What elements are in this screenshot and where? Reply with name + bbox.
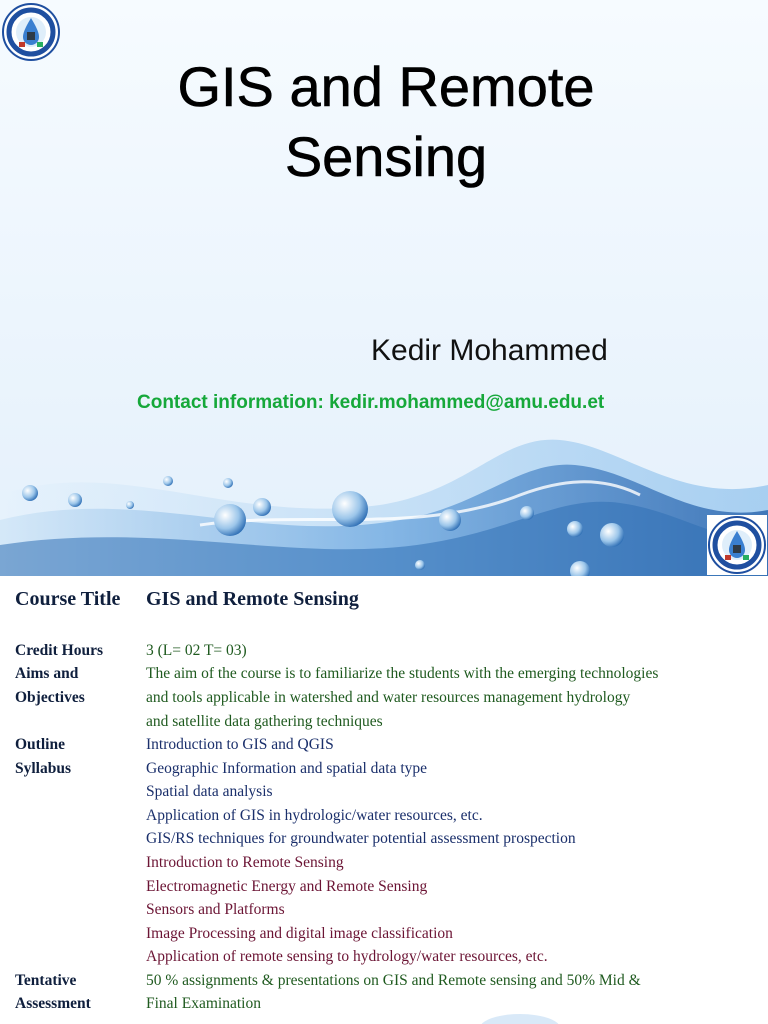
outline-label: Outline — [15, 736, 65, 753]
aims-line: and satellite data gathering techniques — [146, 713, 383, 730]
outline-item: Spatial data analysis — [146, 783, 273, 800]
aims-label-2: Objectives — [15, 689, 85, 706]
slide-title: GIS and Remote Sensing — [177, 55, 595, 188]
university-logo-small-icon — [707, 515, 767, 575]
water-wave-decoration — [0, 425, 768, 576]
aims-line: The aim of the course is to familiarize the students with the emerging technologies — [146, 665, 659, 682]
outline-item: GIS/RS techniques for groundwater potential assessment prospection — [146, 830, 576, 847]
outline-item: Introduction to Remote Sensing — [146, 854, 344, 871]
aims-line: and tools applicable in watershed and water resources management hydrology — [146, 689, 631, 706]
assessment-label: Tentative — [15, 972, 77, 989]
contact-label: Contact information: — [137, 392, 324, 413]
contact-email[interactable]: kedir.mohammed@amu.edu.et — [329, 392, 605, 413]
course-title-row — [15, 588, 359, 611]
outline-item: Electromagnetic Energy and Remote Sensing — [146, 878, 428, 895]
outline-item: Application of GIS in hydrologic/water resources, etc. — [146, 807, 483, 824]
course-title-label: Course Title — [15, 588, 121, 610]
assessment-line: Final Examination — [146, 995, 261, 1012]
credit-hours-value: 3 (L= 02 T= 03) — [146, 642, 247, 659]
course-title-value: GIS and Remote Sensing — [146, 588, 359, 610]
assessment-line: 50 % assignments & presentations on GIS and Remote sensing and 50% Mid & — [146, 972, 641, 989]
outline-item: Application of remote sensing to hydrology/water resources, etc. — [146, 948, 548, 965]
course-info-slide — [0, 576, 768, 1024]
contact-info — [137, 392, 604, 414]
bottom-wave-decoration — [0, 1006, 768, 1024]
outline-item: Introduction to GIS and QGIS — [146, 736, 334, 753]
outline-item: Image Processing and digital image classification — [146, 925, 453, 942]
assessment-label-2: Assessment — [15, 995, 91, 1012]
outline-label-2: Syllabus — [15, 760, 72, 777]
outline-item: Sensors and Platforms — [146, 901, 285, 918]
aims-label: Aims and — [15, 665, 79, 682]
outline-item: Geographic Information and spatial data type — [146, 760, 428, 777]
author-name: Kedir Mohammed — [371, 334, 608, 367]
credit-hours-label: Credit Hours — [15, 642, 103, 659]
